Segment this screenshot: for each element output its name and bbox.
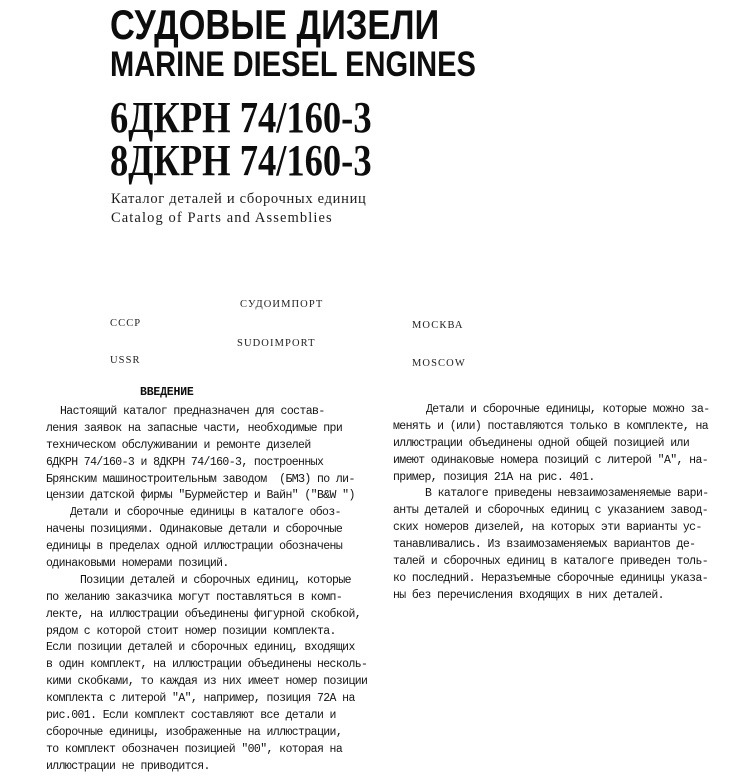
text-line: ны без перечисления входящих в них деталей. <box>393 588 664 602</box>
text-line: иллюстрации не приводится. <box>46 759 210 773</box>
text-line: ских номеров дизелей, на которых эти варианты ус- <box>393 521 702 535</box>
text-line: техническом обслуживании и ремонте дизелей <box>46 438 311 452</box>
text-line: Детали и сборочные единицы, которые можно за- <box>426 403 710 416</box>
publisher-city-russian: МОСКВА <box>412 319 464 331</box>
catalog-subtitle-english: Catalog of Parts and Assemblies <box>111 210 333 226</box>
text-line: лекте, на иллюстрации объединены фигурной скобкой, <box>46 607 362 621</box>
introduction-right-column <box>393 402 723 605</box>
text-line: комплекта с литерой "А", например, позиция 72А на <box>46 692 355 706</box>
text-line: рис.001. Если комплект составляют все детали и <box>46 709 336 723</box>
text-line: талей и сборочных единиц в каталоге приведен толь- <box>393 555 709 569</box>
text-line: сборочные единицы, изображенные на иллюстрации, <box>46 725 343 739</box>
text-line: в один комплект, на иллюстрации объединены несколь- <box>46 658 368 672</box>
text-line: Детали и сборочные единицы в каталоге обоз- <box>70 506 341 520</box>
text-line: по желанию заказчика могут поставляться в комп- <box>46 590 343 604</box>
publisher-name-english: SUDOIMPORT <box>237 337 316 349</box>
text-line: единицы в пределах одной иллюстрации обозначены <box>46 540 343 554</box>
text-line: менять и (или) поставляются только в комплекте, на <box>393 419 709 433</box>
text-line: ления заявок на запасные части, необходимые при <box>46 421 343 435</box>
text-line: имеют одинаковые номера позиций с литерой "А", на- <box>393 453 709 467</box>
engine-model-1: 6ДКРН 74/160-3 <box>110 93 372 142</box>
publisher-city-english: MOSCOW <box>412 357 466 369</box>
text-line: рядом с которой стоит номер позиции комплекта. <box>46 624 336 638</box>
text-line: 6ДКРН 74/160-3 и 8ДКРН 74/160-3, построенных <box>46 455 324 469</box>
text-line: пример, позиция 21А на рис. 401. <box>393 470 595 484</box>
text-line: Позиции деталей и сборочных единиц, которые <box>80 573 351 587</box>
text-line: Настоящий каталог предназначен для состав- <box>60 405 325 418</box>
title-english: MARINE DIESEL ENGINES <box>110 45 476 84</box>
publisher-name-russian: СУДОИМПОРТ <box>240 298 324 310</box>
text-line: иллюстрации объединены одной общей позицией или <box>393 436 690 450</box>
engine-model-2: 8ДКРН 74/160-3 <box>110 136 372 185</box>
publisher-country-english: USSR <box>110 354 141 366</box>
text-line: анты деталей и сборочных единиц с указанием завод- <box>393 504 709 518</box>
text-line: то комплект обозначен позицией "00", которая на <box>46 742 343 756</box>
text-line: цензии датской фирмы "Бурмейстер и Вайн" ("B&W ") <box>46 489 355 503</box>
text-line: кими скобками, то каждая из них имеет номер позиции <box>46 675 368 689</box>
catalog-subtitle-russian: Каталог деталей и сборочных единиц <box>111 191 367 207</box>
publisher-country-russian: СССР <box>110 317 142 329</box>
text-line: В каталоге приведены невзаимозаменяемые вари- <box>425 487 709 501</box>
introduction-heading: ВВЕДЕНИЕ <box>140 386 194 399</box>
text-line: одинаковыми номерами позиций. <box>46 557 229 571</box>
title-russian: СУДОВЫЕ ДИЗЕЛИ <box>110 1 440 48</box>
text-line: ко последний. Неразъемные сборочные единицы указа- <box>393 571 709 585</box>
introduction-left-column <box>46 404 376 776</box>
text-line: начены позициями. Одинаковые детали и сборочные <box>46 523 343 537</box>
text-line: Если позиции деталей и сборочных единиц, входящих <box>46 641 355 655</box>
text-line: Брянским машиностроительным заводом (БМЗ) по ли- <box>46 472 355 486</box>
text-line: танавливались. Из взаимозаменяемых вариантов де- <box>393 538 696 552</box>
